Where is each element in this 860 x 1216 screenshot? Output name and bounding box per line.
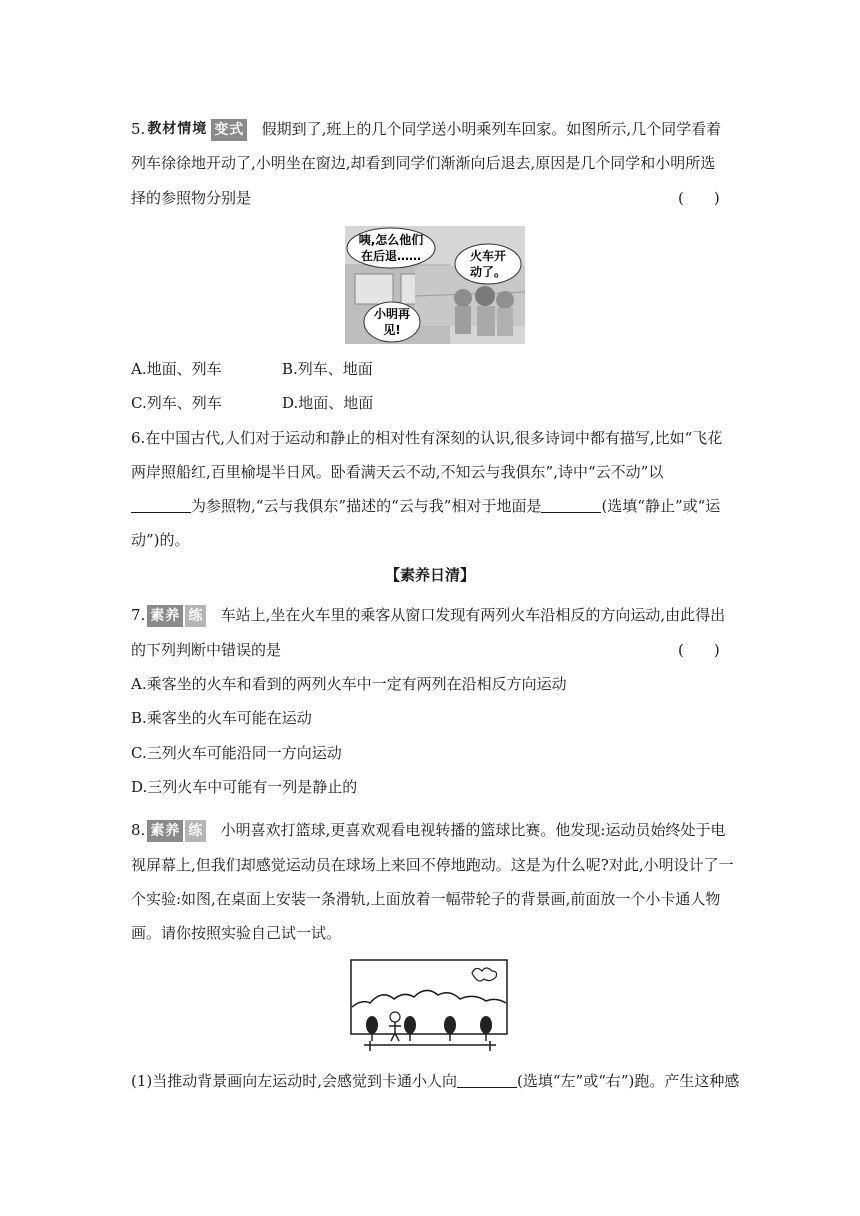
q5-answer-paren: ( ) xyxy=(678,189,720,207)
q5-option-a: A.地面、列车 xyxy=(131,360,222,378)
q5-line1 xyxy=(131,119,721,141)
bubble-bottom-line1: 小明再 xyxy=(373,307,411,321)
q8-text-line2: 视屏幕上,但我们却感觉运动员在球场上来回不停地跑动。这是为什么呢?对此,小明设计了一 xyxy=(131,856,734,874)
bubble-right-line2: 动了。 xyxy=(469,265,507,279)
q8-text-line4: 画。请你按照实验自己试一试。 xyxy=(131,924,342,942)
tree-icon xyxy=(444,1016,456,1041)
q7-answer-paren: ( ) xyxy=(678,641,720,659)
q8-blank-1[interactable] xyxy=(457,1073,517,1088)
bubble-left-line2: 在后退…… xyxy=(360,249,422,263)
q6-line3-mid: 为参照物,“云与我俱东”描述的“云与我”相对于地面是 xyxy=(191,497,542,515)
q5-text-line3: 择的参照物分别是 xyxy=(131,189,252,207)
q6-line3-end: (选填“静止”或“运 xyxy=(601,497,721,515)
q7-option-c: C.三列火车可能沿同一方向运动 xyxy=(131,744,342,762)
student-head-1 xyxy=(454,289,472,307)
q6-blank-2[interactable] xyxy=(541,498,601,513)
q8-tag-box: 练 xyxy=(185,820,206,842)
q5-number: 5. xyxy=(131,120,146,138)
q8-text-line1: 小明喜欢打篮球,更喜欢观看电视转播的篮球比赛。他发现:运动员始终处于电 xyxy=(220,821,726,839)
q5-text-line2: 列车徐徐地开动了,小明坐在窗边,却看到同学们渐渐向后退去,原因是几个同学和小明所选 xyxy=(131,154,716,172)
q6-line4: 动”)的。 xyxy=(131,531,190,549)
q8-text-line3: 个实验:如图,在桌面上安装一条滑轨,上面放着一幅带轮子的背景画,前面放一个小卡通人物 xyxy=(131,890,721,908)
tree-icon xyxy=(404,1016,416,1041)
q7-text-line2: 的下列判断中错误的是 xyxy=(131,641,282,659)
student-head-3 xyxy=(496,291,514,309)
q5-tag-box: 变式 xyxy=(211,119,247,141)
bubble-bottom-line2: 见! xyxy=(383,323,401,337)
q8-number: 8. xyxy=(131,821,146,839)
q7-option-d: D.三列火车中可能有一列是静止的 xyxy=(131,778,358,796)
cartoon-person-icon xyxy=(389,1012,401,1041)
q5-option-c: C.列车、列车 xyxy=(131,394,222,412)
q8-sub1 xyxy=(131,1071,739,1091)
q8-line1 xyxy=(131,820,725,842)
q6-line3 xyxy=(131,496,720,516)
q7-number: 7. xyxy=(131,606,146,624)
q8-sub1-start: (1)当推动背景画向左运动时,会感觉到卡通小人向 xyxy=(131,1072,458,1090)
q5-tag-label: 教材情境 xyxy=(147,121,208,137)
student-head-2 xyxy=(475,286,495,306)
q7-line1 xyxy=(131,605,725,627)
q7-option-a: A.乘客坐的火车和看到的两列火车中一定有两列在沿相反方向运动 xyxy=(131,675,567,693)
bubble-right-line1: 火车开 xyxy=(469,249,507,263)
q6-blank-1[interactable] xyxy=(131,498,191,513)
q5-text-line1: 假期到了,班上的几个同学送小明乘列车回家。如图所示,几个同学看着 xyxy=(261,120,722,138)
q8-sub1-end: (选填“左”或“右”)跑。产生这种感 xyxy=(517,1072,740,1090)
q7-tag-label: 素养 xyxy=(147,605,183,627)
bubble-left-line1: 咦,怎么他们 xyxy=(358,233,424,247)
q7-option-b: B.乘客坐的火车可能在运动 xyxy=(131,709,312,727)
q5-option-d: D.地面、地面 xyxy=(282,394,374,412)
tree-icon xyxy=(480,1016,492,1041)
tree-icon xyxy=(366,1016,378,1041)
train-station-illustration xyxy=(345,226,525,344)
sliding-background-illustration xyxy=(350,959,510,1057)
q6-line1: 6.在中国古代,人们对于运动和静止的相对性有深刻的认识,很多诗词中都有描写,比如“飞花 xyxy=(131,429,723,447)
section-heading: 【素养日清】 xyxy=(384,566,475,584)
q5-option-b: B.列车、地面 xyxy=(282,360,373,378)
q7-text-line1: 车站上,坐在火车里的乘客从窗口发现有两列火车沿相反的方向运动,由此得出 xyxy=(220,606,726,624)
q7-tag-box: 练 xyxy=(185,605,206,627)
q8-tag-label: 素养 xyxy=(147,820,183,842)
q6-line2: 两岸照船红,百里榆堤半日风。卧看满天云不动,不知云与我俱东”,诗中“云不动”以 xyxy=(131,463,664,481)
